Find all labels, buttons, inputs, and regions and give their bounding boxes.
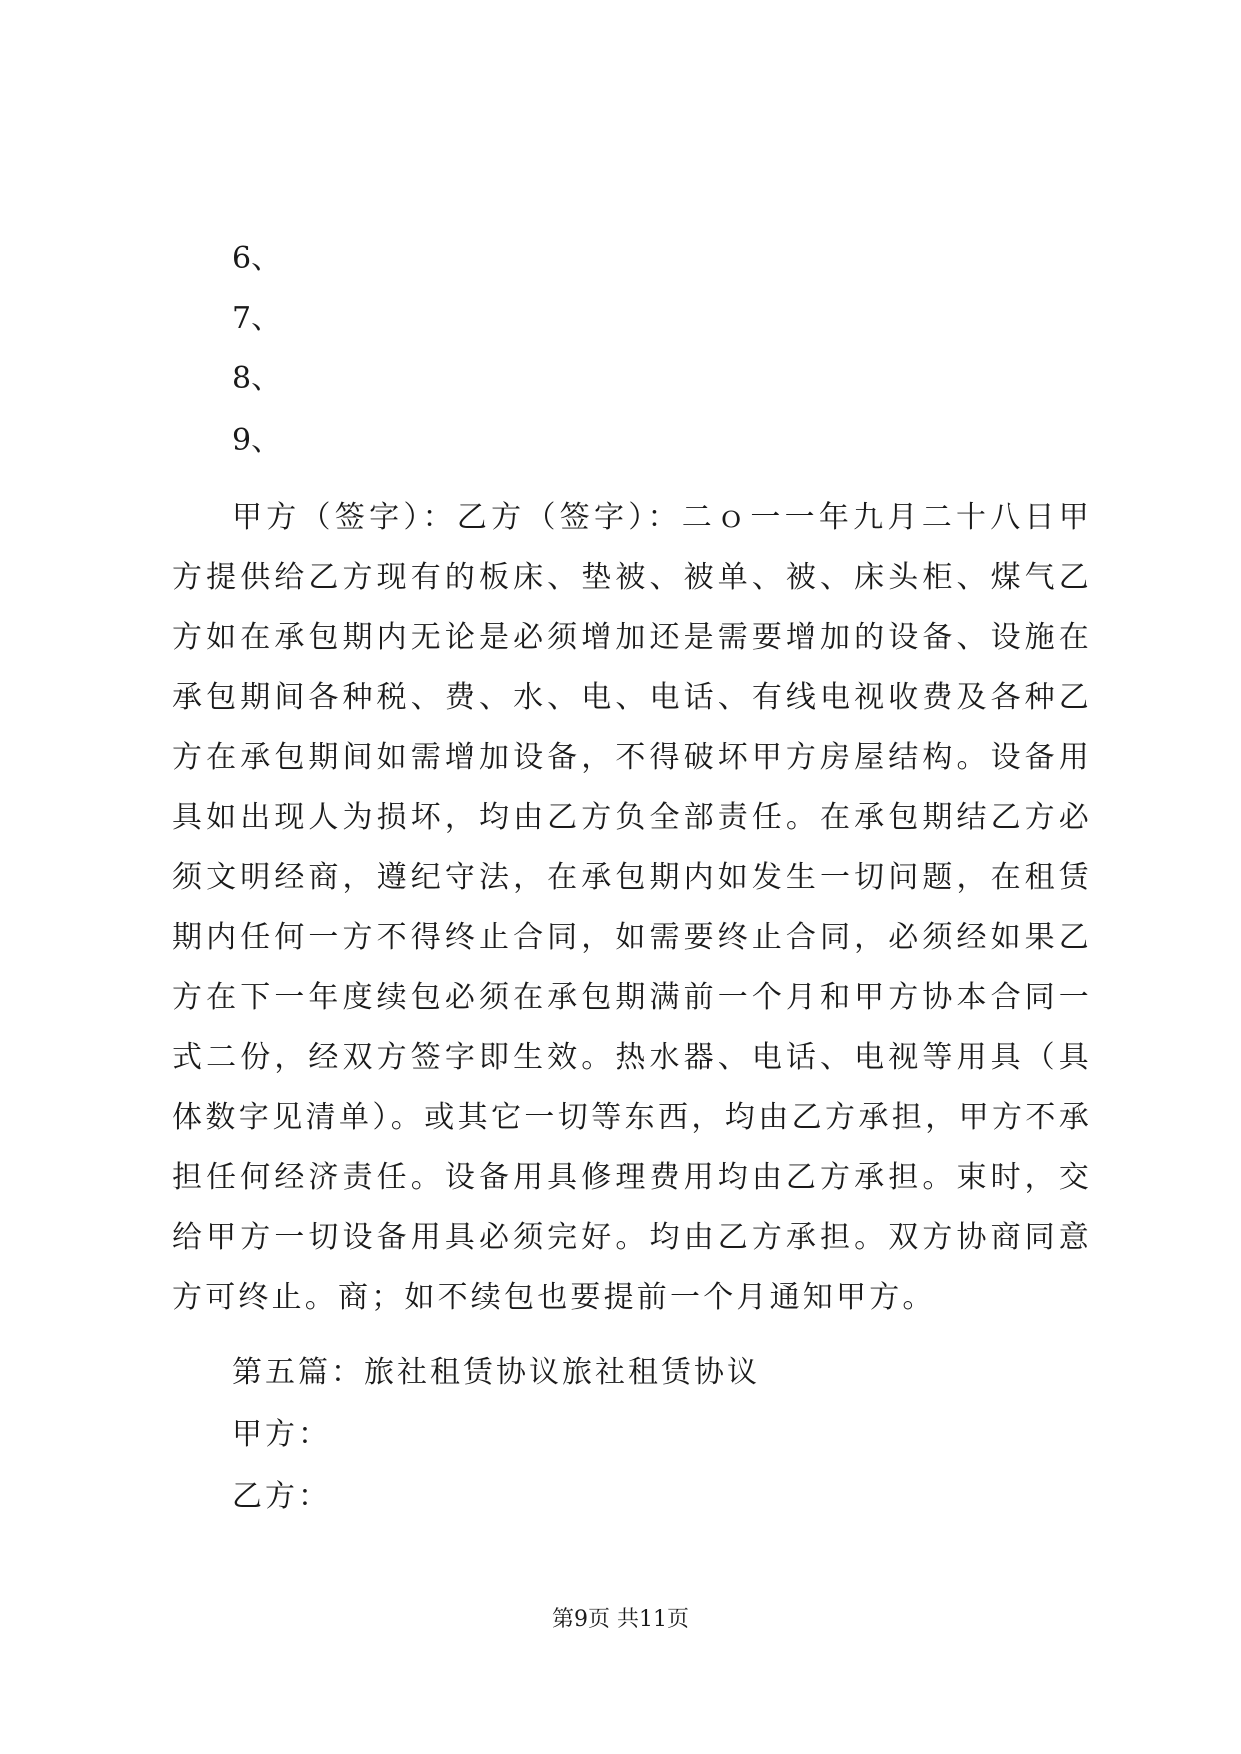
agreement-body-paragraph: 甲方（签字）：乙方（签字）：二ｏ一一年九月二十八日甲方提供给乙方现有的板床、垫被、被单、被、床头柜、煤气乙方如在承包期内无论是必须增加还是需要增加的设备、设施在承包期间各种税、费、水、电、电话、有线电视收费及各种乙方在承包期间如需增加设备，不得破坏甲方房屋结构。设备用具如出现人为损坏，均由乙方负全部责任。在承包期结乙方必须文明经商，遵纪守法，在承包期内如发生一切问题，在租赁期内任何一方不得终止合同，如需要终止合同，必须经如果乙方在下一年度续包必须在承包期满前一个月和甲方协本合同一式二份，经双方签字即生效。热水器、电话、电视等用具（具体数字见清单）。或其它一切等东西，均由乙方承担，甲方不承担任何经济责任。设备用具修理费用均由乙方承担。束时，交给甲方一切设备用具必须完好。均由乙方承担。双方协商同意方可终止。商；如不续包也要提前一个月通知甲方。 xyxy=(172,500,1092,1315)
party-b-label: 乙方： xyxy=(232,1479,331,1514)
list-item-9: 9、 xyxy=(232,423,282,458)
section-heading: 第五篇：旅社租赁协议旅社租赁协议 xyxy=(232,1355,760,1390)
list-item-6: 6、 xyxy=(232,241,282,276)
party-a-label: 甲方： xyxy=(232,1417,331,1452)
page-footer: 第9页 共11页 xyxy=(552,1607,689,1632)
list-item-7: 7、 xyxy=(232,301,282,336)
list-item-8: 8、 xyxy=(232,361,282,396)
